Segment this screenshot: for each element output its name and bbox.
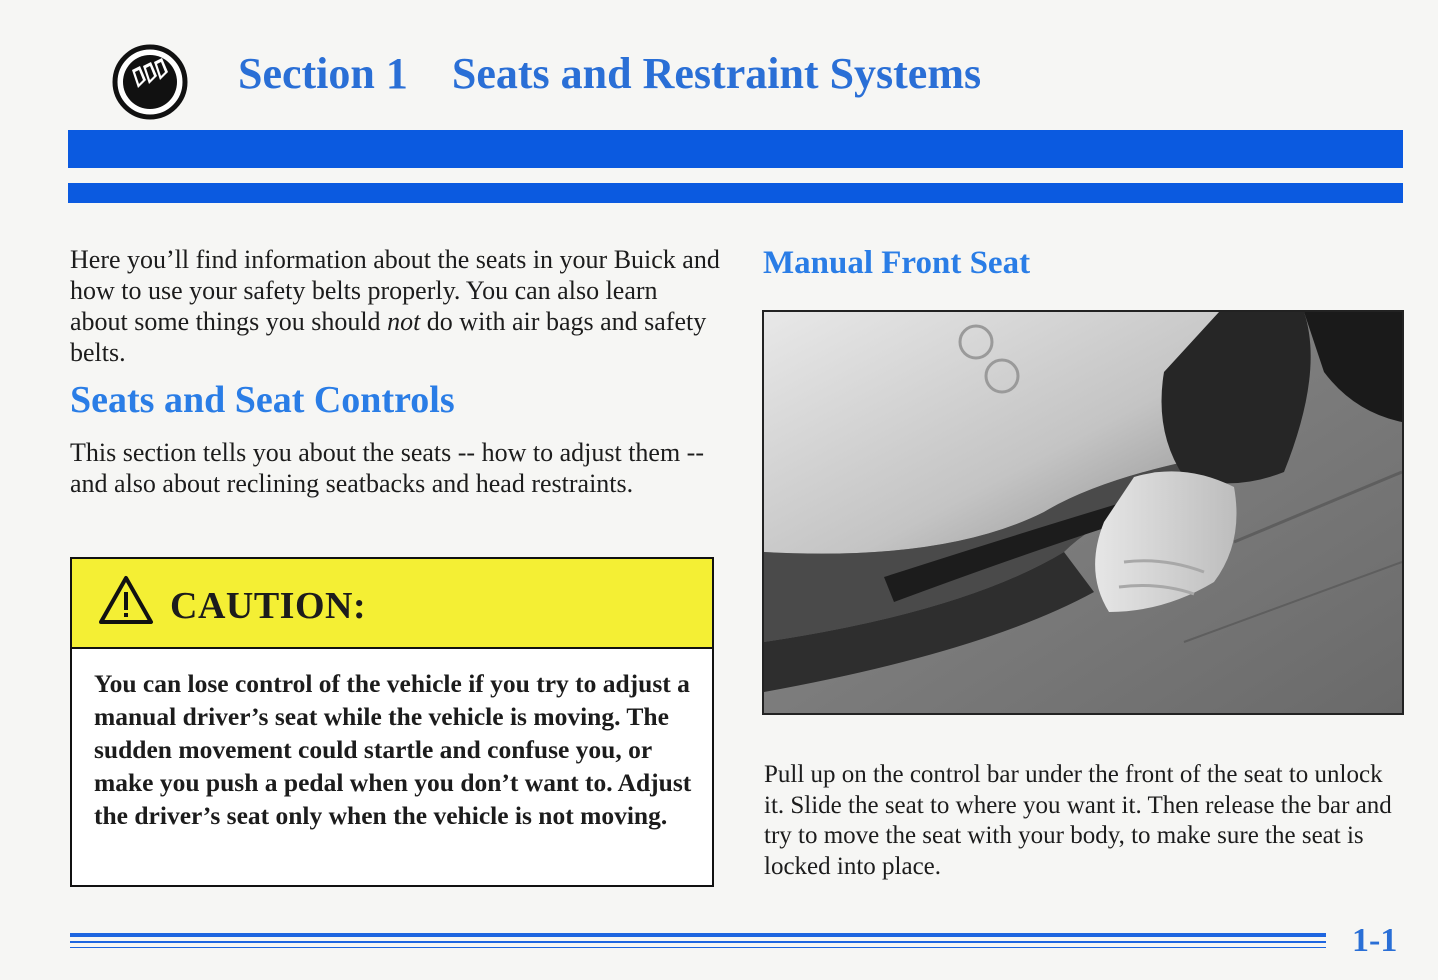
caution-box	[70, 557, 714, 887]
header-band-top	[68, 130, 1403, 168]
warning-triangle-icon	[98, 575, 154, 625]
intro-text-start: Here you’ll find information about the seats in your Buick and how to use your safety belts properly. You can also learn about some things you should	[70, 245, 720, 336]
footer-rule-hairline	[70, 947, 1326, 948]
section-label: Section 1	[238, 49, 408, 98]
manual-front-seat-heading: Manual Front Seat	[763, 245, 1031, 281]
intro-paragraph	[70, 244, 720, 368]
seats-controls-text: This section tells you about the seats -- how to adjust them -- and also about reclining seatbacks and head restraints.	[70, 438, 704, 498]
footer-rule	[70, 933, 1326, 937]
page-number: 1-1	[1352, 922, 1398, 959]
buick-logo-icon	[112, 44, 188, 120]
seats-controls-heading: Seats and Seat Controls	[70, 379, 455, 421]
footer-rule-thin	[70, 941, 1326, 943]
caution-label: CAUTION:	[170, 585, 367, 627]
page-title	[238, 49, 982, 98]
caution-body-text: You can lose control of the vehicle if you try to adjust a manual driver’s seat while the vehicle is moving. The sudden movement could startle and confuse you, or make you push a pedal when you don’t want to. Adjust the driver’s seat only when the vehicle is not moving.	[94, 669, 692, 830]
seat-control-bar-photo	[762, 310, 1404, 715]
header-band-bottom	[68, 183, 1403, 203]
manual-front-seat-text: Pull up on the control bar under the front of the seat to unlock it. Slide the seat to where you want it. Then release the bar and try to move the seat with your body, to make sure the seat is locked into place.	[764, 761, 1392, 880]
caution-header	[72, 559, 712, 649]
intro-emphasis: not	[387, 307, 421, 336]
section-title-text: Seats and Restraint Systems	[451, 49, 982, 98]
intro-text-end: do with air bags and safety belts.	[70, 307, 707, 367]
